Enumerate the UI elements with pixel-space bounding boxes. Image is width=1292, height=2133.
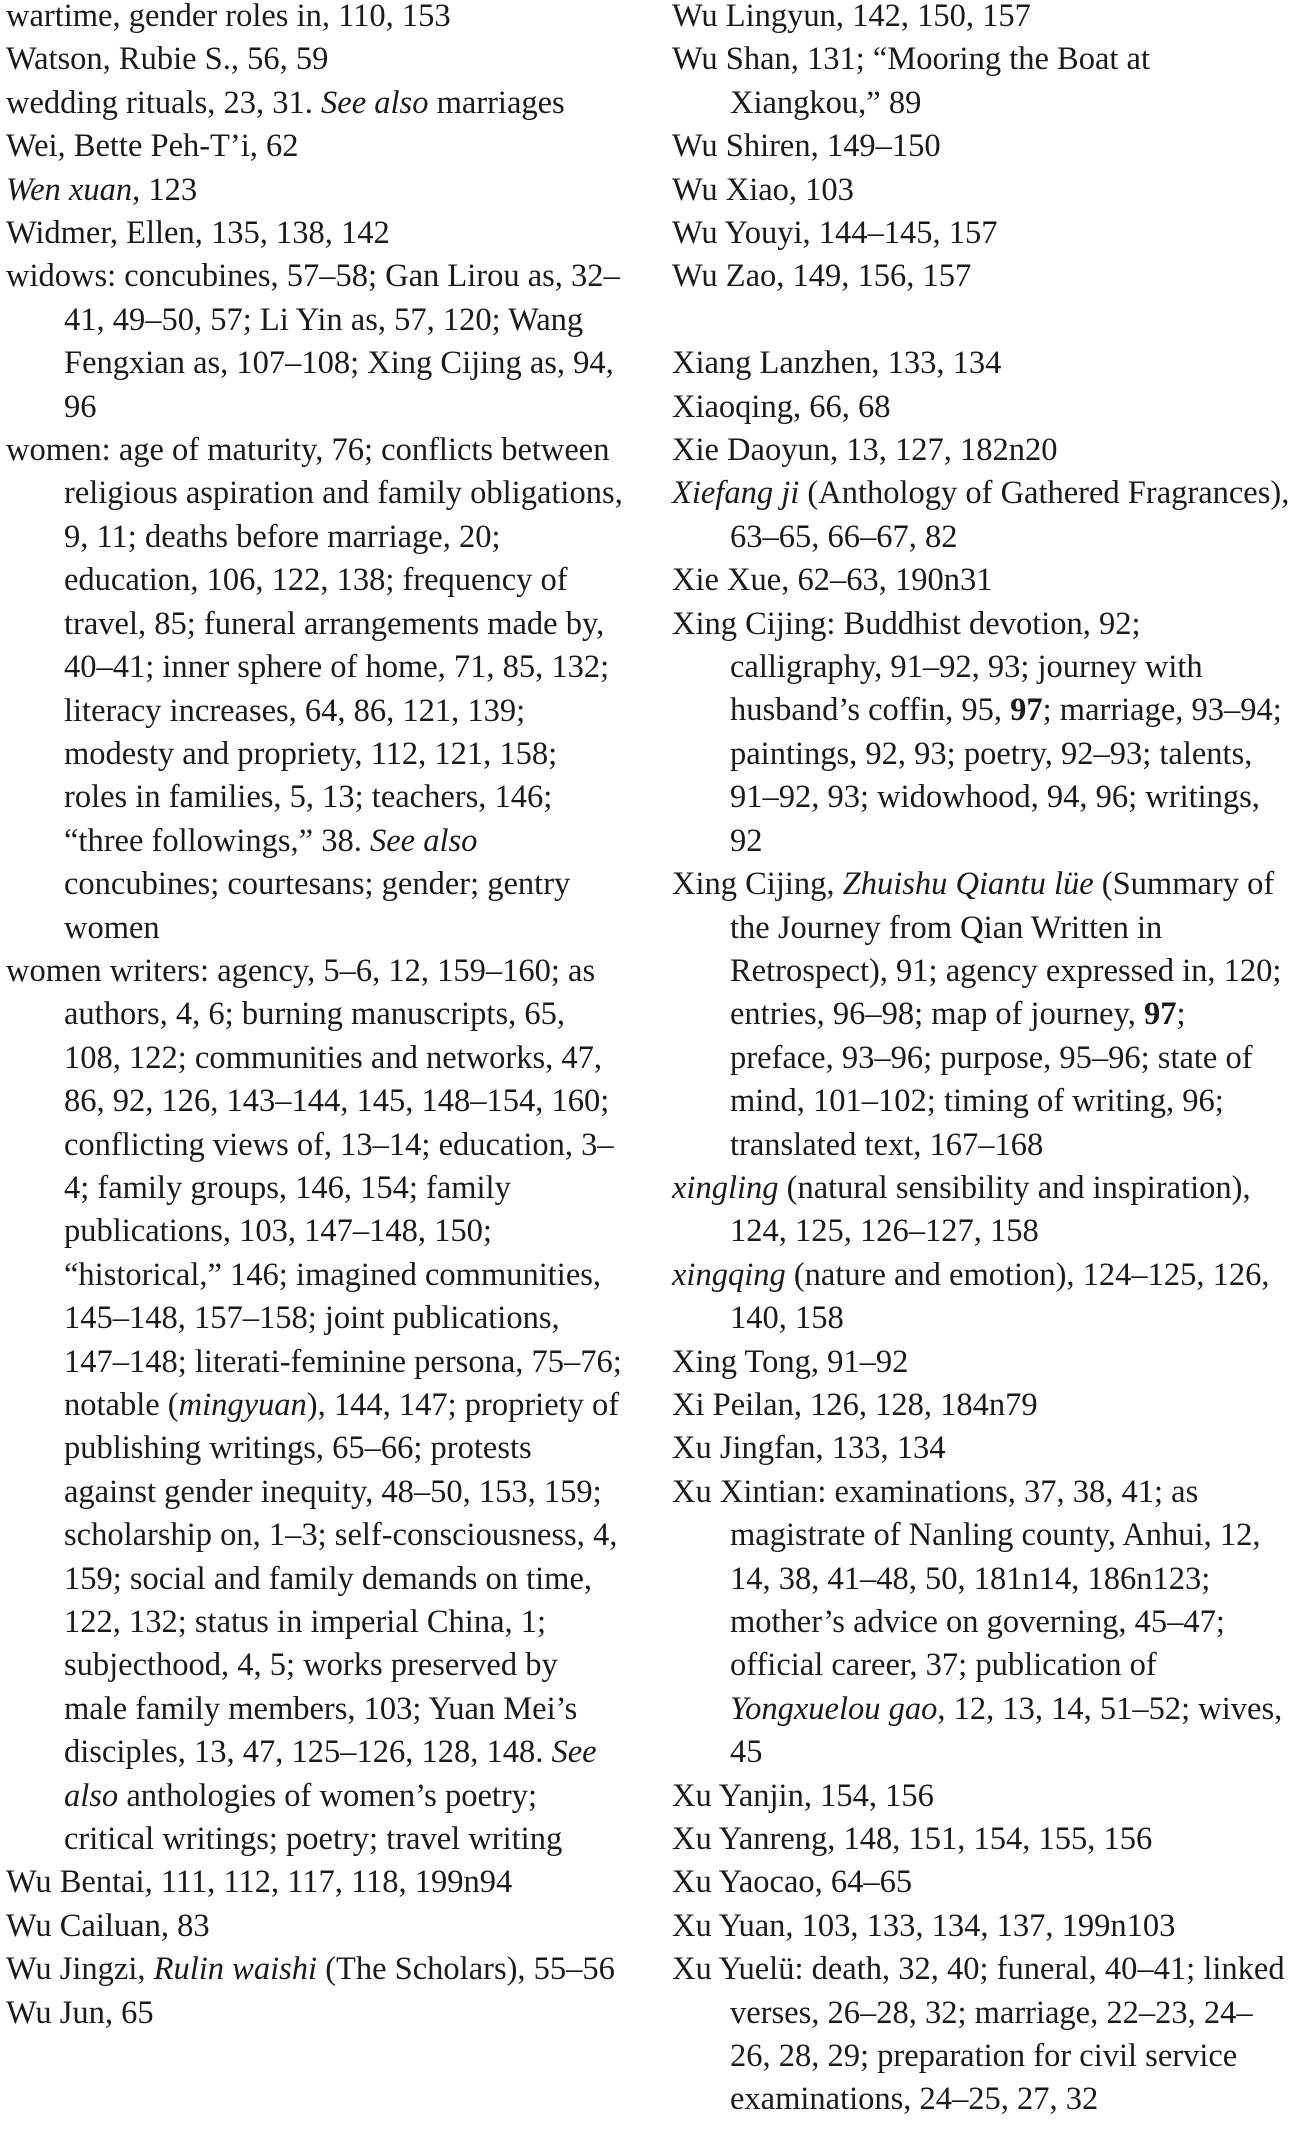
index-entry xyxy=(6,0,626,38)
index-entry xyxy=(672,603,1290,863)
index-entry xyxy=(672,169,1290,212)
entry-text: Wu Bentai, 111, 112, 117, 118, 199n94 xyxy=(6,1864,513,1901)
index-entry xyxy=(6,1992,626,2035)
index-entry xyxy=(6,125,626,168)
entry-italic-text: Wen xuan xyxy=(6,171,133,208)
entry-text: (Anthology of Gathered Fragrances), 63–65, 66–67, 82 xyxy=(730,475,1290,555)
entry-text: Wu Shan, 131; “Mooring the Boat at Xiangkou,” 89 xyxy=(672,41,1150,121)
index-entry xyxy=(672,212,1290,255)
entry-text: Xu Yanreng, 148, 151, 154, 155, 156 xyxy=(672,1821,1153,1858)
entry-text: Watson, Rubie S., 56, 59 xyxy=(6,41,329,78)
entry-text: Xu Yaocao, 64–65 xyxy=(672,1864,913,1901)
index-entry xyxy=(672,1948,1290,2122)
entry-text: widows: concubines, 57–58; Gan Lirou as, 32–41, 49–50, 57; Li Yin as, 57, 120; Wang Fengxian as, 107–108; Xing Cijing as, 94, 96 xyxy=(6,258,620,425)
entry-text: Wu Youyi, 144–145, 157 xyxy=(672,215,998,252)
index-entry xyxy=(6,1861,626,1904)
entry-bold-page-ref: 97 xyxy=(1143,996,1177,1033)
index-entry xyxy=(672,0,1290,38)
entry-text: , 12, 13, 14, 51–52; wives, 45 xyxy=(730,1690,1283,1771)
entry-text: concubines; courtesans; gender; gentry women xyxy=(64,866,571,946)
index-entry xyxy=(672,255,1290,298)
entry-text: Xiang Lanzhen, 133, 134 xyxy=(672,345,1002,382)
entry-text: wedding rituals, 23, 31. xyxy=(6,84,322,121)
index-entry xyxy=(672,1861,1290,1904)
entry-italic-text: See also xyxy=(369,822,478,859)
index-entry xyxy=(672,1341,1290,1384)
entry-text: women: age of maturity, 76; conflicts between religious aspiration and family obligations, 9, 11; deaths before marriage, 20; education, 106, 122, 138; frequency of travel, 85; funeral arrangements made by, 40–41; inner sphere of home, 71, 85, 132; literacy increases, 64, 86, 121, 139; modesty and propriety, 112, 121, 158; roles in families, 5, 13; teachers, 146; “three followings,” 38. xyxy=(6,432,623,859)
entry-italic-text: xingqing xyxy=(672,1256,786,1293)
entry-italic-text: See also xyxy=(64,1734,597,1814)
entry-text: Wu Lingyun, 142, 150, 157 xyxy=(672,0,1031,34)
entry-text: Xu Yuelü: death, 32, 40; funeral, 40–41; linked verses, 26–28, 32; marriage, 22–23, 24–26, 28, 29; preparation for civil service examinations, 24–25, 27, 32 xyxy=(672,1951,1285,2118)
entry-text: Wu Shiren, 149–150 xyxy=(672,128,941,165)
entry-text: , 123 xyxy=(132,171,198,208)
entry-text: Xie Xue, 62–63, 190n31 xyxy=(672,562,993,599)
index-entry xyxy=(6,950,626,1862)
index-entry xyxy=(672,1818,1290,1861)
entry-text: anthologies of women’s poetry; critical writings; poetry; travel writing xyxy=(64,1777,563,1858)
index-entry xyxy=(6,38,626,81)
entry-italic-text: mingyuan xyxy=(178,1387,307,1423)
index-entry xyxy=(672,386,1290,429)
entry-text: (nature and emotion), 124–125, 126, 140, 158 xyxy=(730,1256,1270,1337)
index-entry xyxy=(672,1167,1290,1254)
entry-text: Xing Cijing, xyxy=(672,866,843,903)
index-entry xyxy=(672,38,1290,125)
entry-text: ; preface, 93–96; purpose, 95–96; state of mind, 101–102; timing of writing, 96; translated text, 167–168 xyxy=(730,996,1253,1163)
index-entry xyxy=(672,125,1290,168)
entry-text: women writers: agency, 5–6, 12, 159–160; as authors, 4, 6; burning manuscripts, 65, 108, 122; communities and networks, 47, 86, 92, 126, 143–144, 145, 148–154, 160; conflicting views of, 13–14; education, 3–4; family groups, 146, 154; family publications, 103, 147–148, 150; “historical,” 146; imagined communities, 145–148, 157–158; joint publications, 147–148; literati-feminine persona, 75–76; notable ( xyxy=(6,952,622,1423)
index-entry xyxy=(672,429,1290,472)
entry-text: Xie Daoyun, 13, 127, 182n20 xyxy=(672,432,1058,469)
entry-text: Wu Jingzi, xyxy=(6,1951,154,1988)
index-entry xyxy=(672,1384,1290,1427)
entry-text: Wu Xiao, 103 xyxy=(672,171,854,208)
index-entry xyxy=(6,212,626,255)
index-entry xyxy=(6,255,626,429)
index-entry xyxy=(6,1948,626,1991)
entry-text: Wu Zao, 149, 156, 157 xyxy=(672,258,972,295)
index-entry xyxy=(672,863,1290,1167)
entry-italic-text: Yongxuelou gao xyxy=(730,1690,938,1727)
index-entry xyxy=(672,1254,1290,1341)
entry-italic-text: Rulin waishi xyxy=(153,1951,318,1988)
entry-text: ), 144, 147; propriety of publishing writings, 65–66; protests against gender inequity, 48–50, 153, 159; scholarship on, 1–3; self-consciousness, 4, 159; social and family demands on time, 122, 132; status in imperial China, 1; subjecthood, 4, 5; works preserved by male family members, 103; Yuan Mei’s disciples, 13, 47, 125–126, 128, 148. xyxy=(64,1387,620,1771)
entry-text: Xi Peilan, 126, 128, 184n79 xyxy=(672,1386,1038,1423)
entry-text: Xu Yanjin, 154, 156 xyxy=(672,1777,934,1814)
entry-bold-page-ref: 97 xyxy=(1010,692,1043,729)
index-column-left xyxy=(6,0,626,2035)
entry-text: wartime, gender roles in, 110, 153 xyxy=(6,0,451,34)
index-entry xyxy=(672,559,1290,602)
entry-text: (The Scholars), 55–56 xyxy=(317,1951,615,1988)
entry-text: (Summary of the Journey from Qian Written in Retrospect), 91; agency expressed in, 120; entries, 96–98; map of journey, xyxy=(730,866,1282,1033)
entry-text: Xu Xintian: examinations, 37, 38, 41; as magistrate of Nanling county, Anhui, 12, 14, 38, 41–48, 50, 181n14, 186n123; mother’s advice on governing, 45–47; official career, 37; publication of xyxy=(672,1473,1261,1684)
index-entry xyxy=(6,429,626,950)
entry-text: Wu Jun, 65 xyxy=(6,1994,154,2031)
index-entry xyxy=(6,169,626,212)
entry-text: Widmer, Ellen, 135, 138, 142 xyxy=(6,215,390,252)
entry-text: ; marriage, 93–94; paintings, 92, 93; poetry, 92–93; talents, 91–92, 93; widowhood, 94, 96; writings, 92 xyxy=(730,692,1282,859)
index-entry xyxy=(672,1471,1290,1775)
entry-text: Xiaoqing, 66, 68 xyxy=(672,388,891,425)
index-entry xyxy=(672,1775,1290,1818)
entry-text: Wei, Bette Peh-T’i, 62 xyxy=(6,128,299,165)
index-entry xyxy=(672,342,1290,385)
entry-text: Xu Yuan, 103, 133, 134, 137, 199n103 xyxy=(672,1907,1176,1944)
index-entry xyxy=(6,82,626,125)
letter-group-gap xyxy=(672,299,1290,342)
index-column-right xyxy=(672,0,1290,2122)
entry-text: marriages xyxy=(428,84,565,121)
entry-text: Xing Tong, 91–92 xyxy=(672,1343,909,1380)
entry-text: Xu Jingfan, 133, 134 xyxy=(672,1430,946,1467)
entry-italic-text: Zhuishu Qiantu lüe xyxy=(842,866,1094,903)
entry-italic-text: See also xyxy=(321,84,429,121)
index-entry xyxy=(672,1905,1290,1948)
index-entry xyxy=(672,472,1290,559)
entry-text: Xing Cijing: Buddhist devotion, 92; calligraphy, 91–92, 93; journey with husband’s coffin, 95, xyxy=(672,605,1203,729)
entry-italic-text: Xiefang ji xyxy=(672,475,800,512)
entry-text: (natural sensibility and inspiration), 124, 125, 126–127, 158 xyxy=(730,1169,1251,1250)
entry-italic-text: xingling xyxy=(672,1169,779,1206)
index-entry xyxy=(672,1427,1290,1470)
entry-text: Wu Cailuan, 83 xyxy=(6,1907,210,1944)
index-entry xyxy=(6,1905,626,1948)
